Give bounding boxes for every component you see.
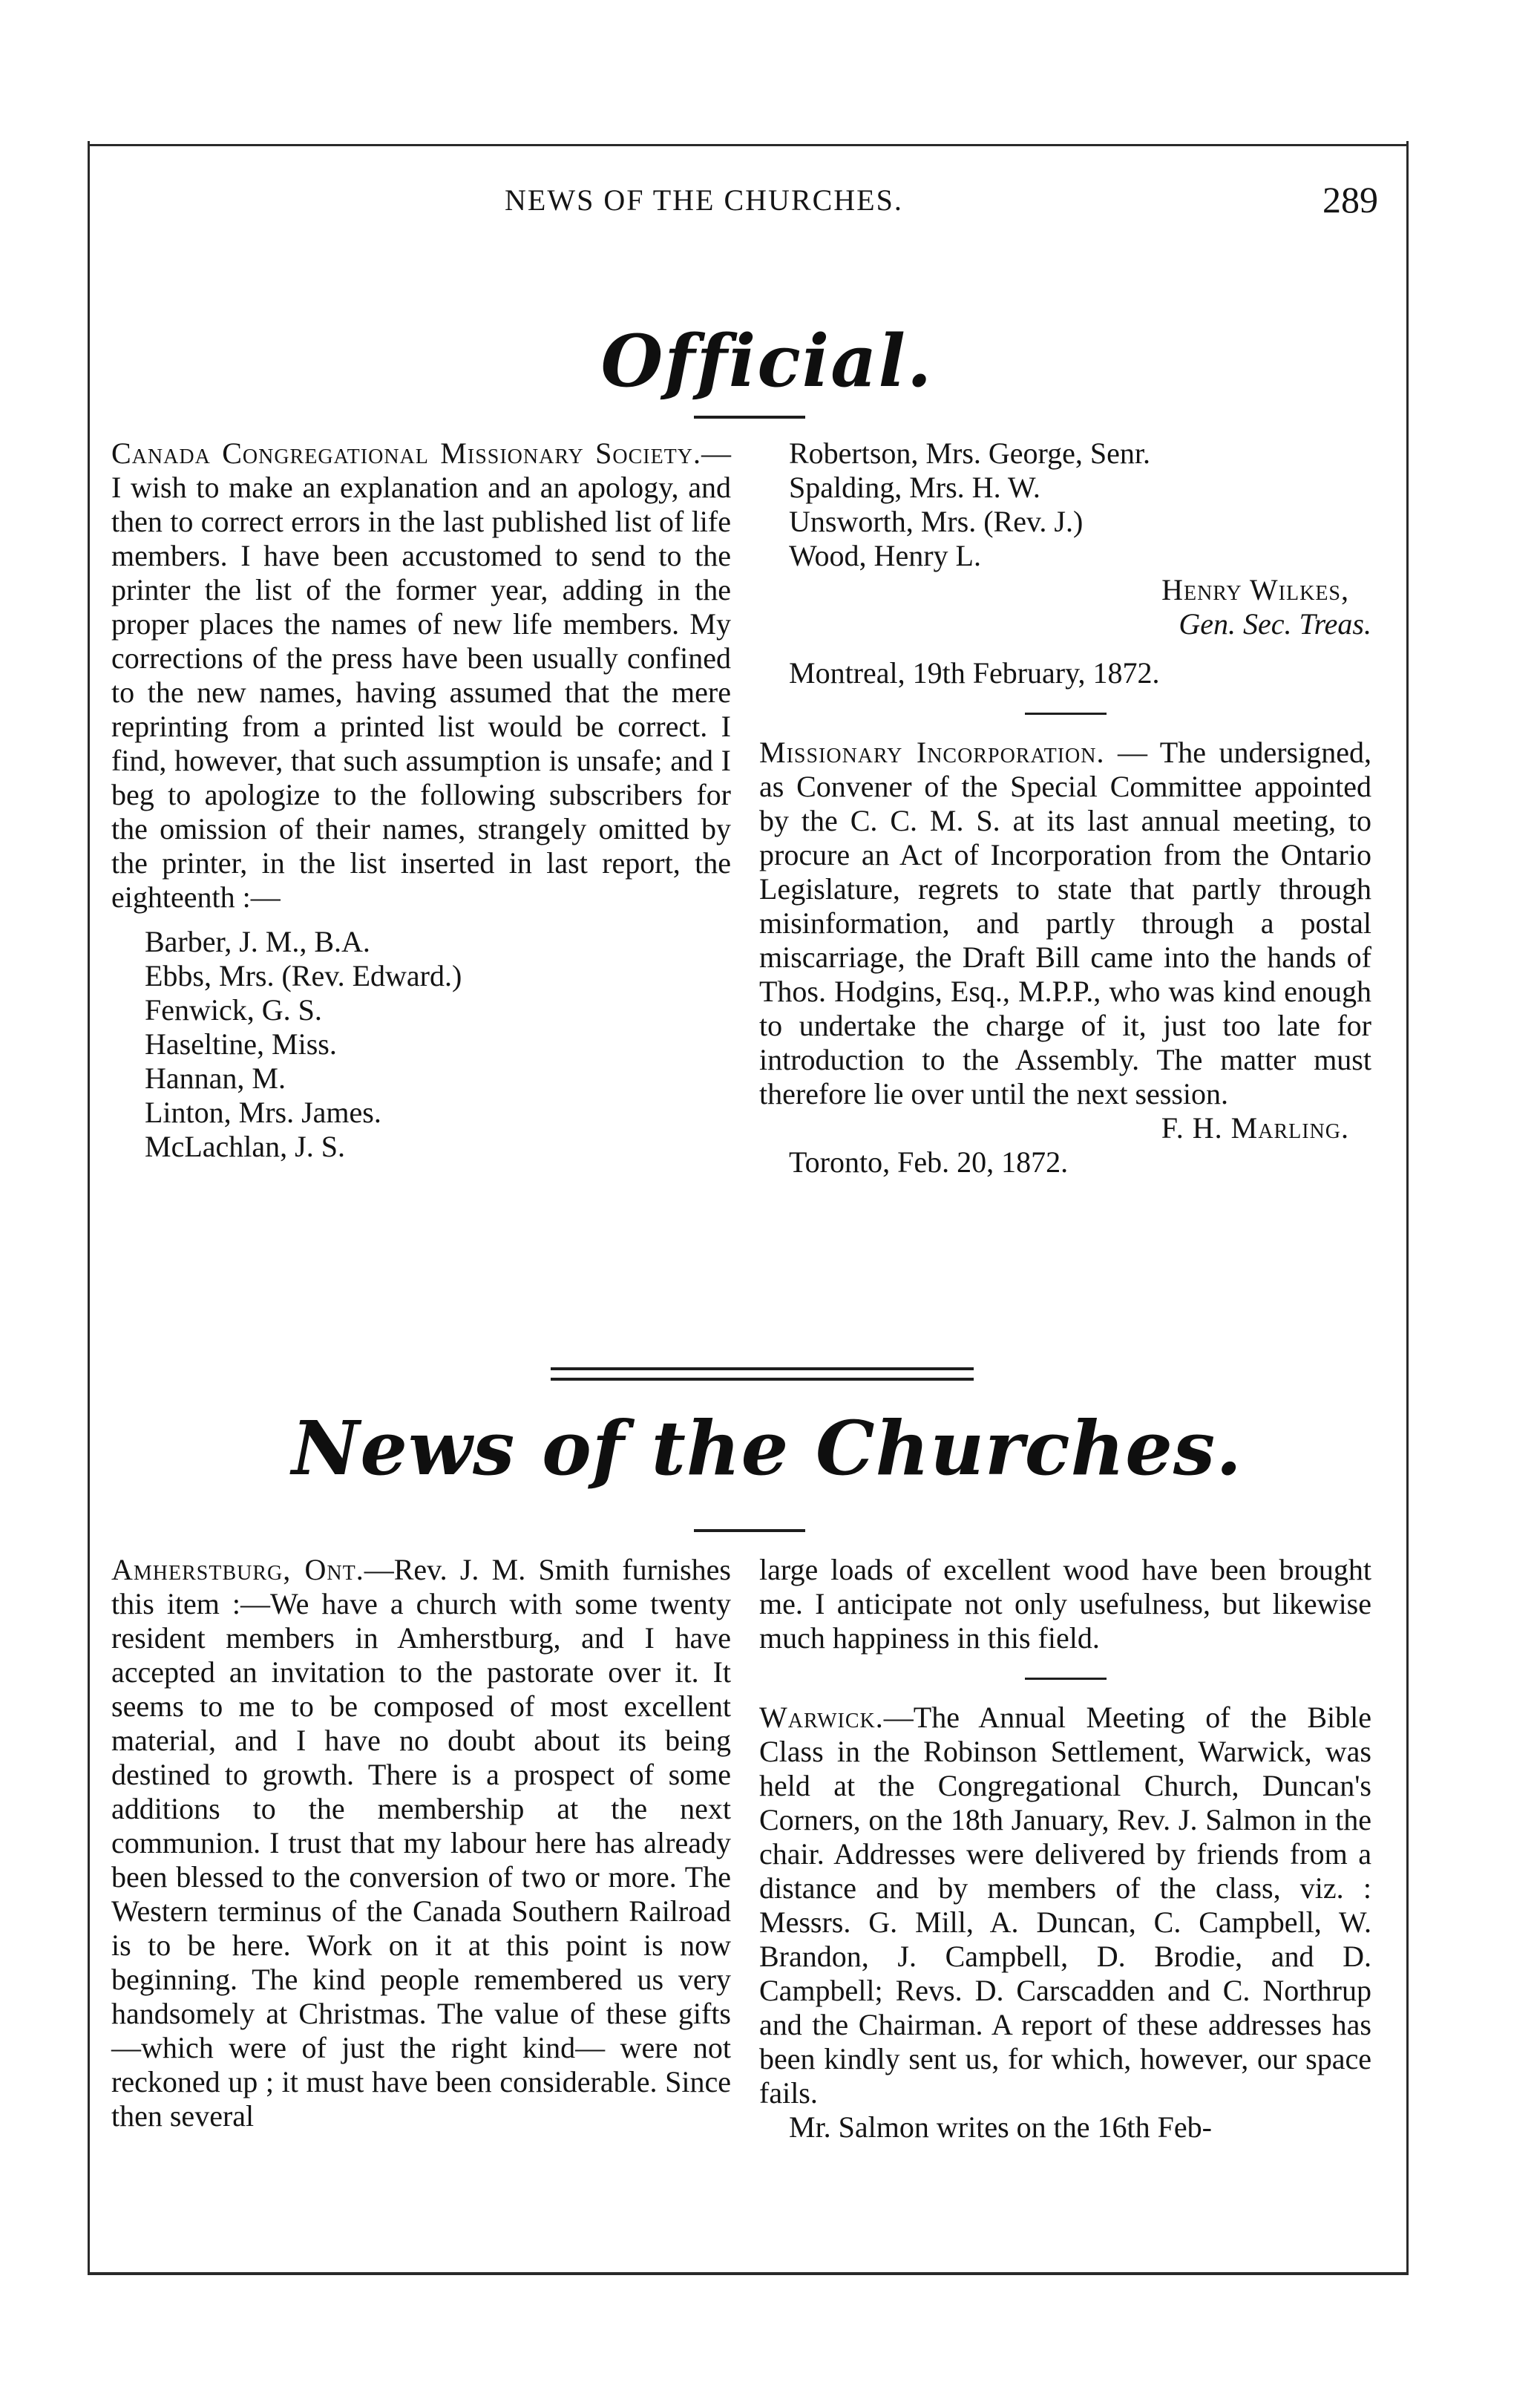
incorporation-lead: Missionary Incorporation.	[759, 736, 1105, 769]
dateline-montreal: Montreal, 19th February, 1872.	[789, 656, 1160, 690]
amherstburg-body: —Rev. J. M. Smith furnishes this item :—We have a church with some twenty resident members in Amherstburg, and I have accepted an invitation to the pastorate over it. It seems to me to be composed of most excellent material, and I have no doubt about its being destined to growth. There is a prospect of some additions to the membership at the next communion. I trust that my labour here has already been blessed to the conversion of two or more. The Western terminus of the Canada Southern Railroad is to be here. Work on it at this point is now beginning. The kind people remembered us very handsomely at Christmas. The value of these gifts —which were of just the right kind— were not reckoned up ; it must have been considerable. Since then several	[111, 1553, 731, 2133]
dateline-toronto: Toronto, Feb. 20, 1872.	[789, 1145, 1069, 1179]
signature-henry-wilkes: Henry Wilkes,	[1161, 573, 1349, 606]
section-double-rule	[551, 1367, 974, 1381]
list-item: Hannan, M.	[145, 1061, 286, 1095]
amherstburg-lead: Amherstburg, Ont.	[111, 1553, 364, 1586]
page-number: 289	[1322, 179, 1378, 220]
incorporation-paragraph	[759, 736, 1371, 1111]
warwick-paragraph	[759, 1701, 1371, 2110]
heading-underline-news	[694, 1529, 805, 1532]
missionary-society-paragraph	[111, 436, 731, 915]
omitted-names-list-right	[759, 436, 1371, 573]
amherstburg-paragraph	[111, 1553, 731, 2133]
list-item: Haseltine, Miss.	[145, 1027, 337, 1061]
running-head: NEWS OF THE CHURCHES.	[505, 183, 903, 217]
section-heading-news: News of the Churches.	[291, 1404, 1243, 1492]
list-item: Wood, Henry L.	[789, 539, 981, 572]
warwick-lead: Warwick.	[759, 1701, 884, 1734]
official-right-column	[759, 436, 1371, 1180]
omitted-names-list-left	[111, 925, 731, 1164]
news-right-column	[759, 1553, 1371, 2144]
incorporation-body: — The undersigned, as Convener of the Special Committee appointed by the C. C. M. S. at its last annual meeting, to procure an Act of Incorporation from the Ontario Legislature, regrets to state that partly through misinformation, and partly through a postal miscarriage, the Draft Bill came into the hands of Thos. Hodgins, Esq., M.P.P., who was kind enough to undertake the charge of it, just too late for introduction to the Assembly. The matter must therefore lie over until the next session.	[759, 736, 1371, 1110]
list-item: Unsworth, Mrs. (Rev. J.)	[789, 505, 1084, 538]
missionary-society-lead: Canada Congregational Missionary Society.	[111, 436, 701, 470]
section-divider	[1025, 1678, 1107, 1680]
list-item: Spalding, Mrs. H. W.	[789, 471, 1040, 504]
signature-marling: F. H. Marling.	[1161, 1111, 1349, 1145]
heading-underline-official	[694, 416, 805, 419]
missionary-society-body: —I wish to make an explanation and an apology, and then to correct errors in the last published list of life members. I have been accustomed to send to the printer the list of the former year, adding in the proper places the names of new life members. My corrections of the press have been usually confined to the new names, having assumed that the mere reprinting from a printed list would be correct. I find, however, that such assumption is unsafe; and I beg to apologize to the following subscribers for the omission of their names, strangely omitted by the printer, in the list inserted in last report, the eighteenth :—	[111, 436, 731, 914]
list-item: Robertson, Mrs. George, Senr.	[789, 436, 1150, 470]
signature-title: Gen. Sec. Treas.	[1179, 607, 1371, 641]
list-item: McLachlan, J. S.	[145, 1130, 345, 1163]
list-item: Barber, J. M., B.A.	[145, 925, 370, 958]
section-divider	[1025, 713, 1107, 715]
warwick-body: —The Annual Meeting of the Bible Class in the Robinson Settlement, Warwick, was held at the Congregational Church, Duncan's Corners, on the 18th January, Rev. J. Salmon in the chair. Addresses were delivered by friends from a distance and by members of the class, viz. : Messrs. G. Mill, A. Duncan, C. Campbell, W. Brandon, J. Campbell, D. Brodie, and D. Campbell; Revs. D. Carscadden and C. Northrup and the Chairman. A report of these addresses has been kindly sent us, for which, however, our space fails.	[759, 1701, 1371, 2110]
section-heading-official: Official.	[600, 319, 934, 403]
list-item: Ebbs, Mrs. (Rev. Edward.)	[145, 959, 462, 992]
amherstburg-continued: large loads of excellent wood have been brought me. I anticipate not only usefulness, but likewise much happiness in this field.	[759, 1553, 1371, 1655]
list-item: Linton, Mrs. James.	[145, 1096, 381, 1129]
warwick-continuation: Mr. Salmon writes on the 16th Feb-	[789, 2110, 1212, 2144]
official-left-column	[111, 436, 731, 1164]
list-item: Fenwick, G. S.	[145, 993, 322, 1027]
news-left-column	[111, 1553, 731, 2133]
